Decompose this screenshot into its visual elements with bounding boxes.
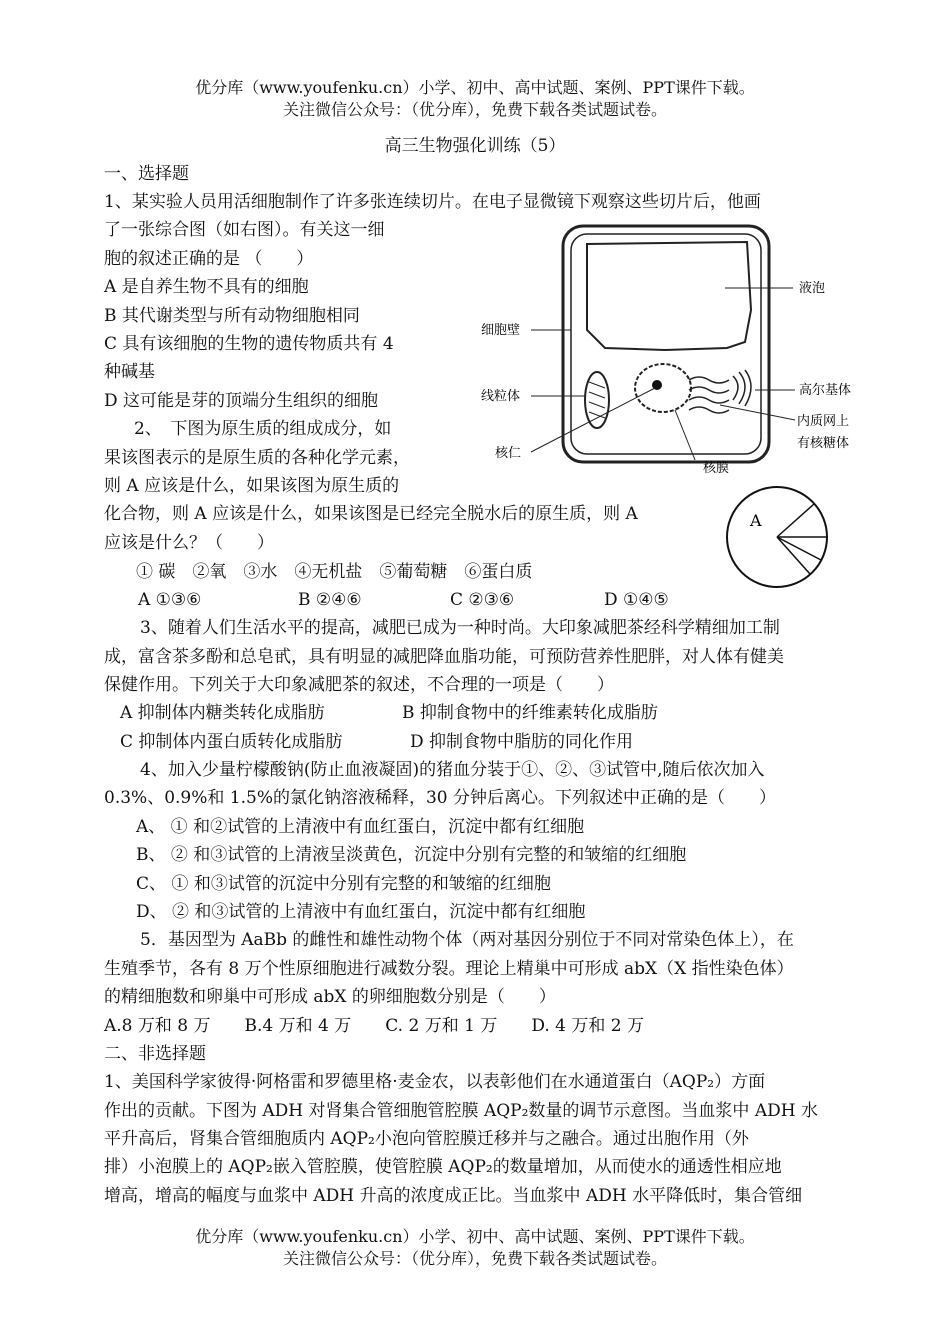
plant-cell-diagram (475, 220, 865, 480)
q3-line-3: 保健作用。下列关于大印象减肥茶的叙述，不合理的一项是（ ） (104, 675, 614, 695)
q3-option-d: D 抑制食物中脂肪的同化作用 (410, 732, 634, 752)
label-mitochondria: 线粒体 (481, 389, 521, 404)
q2-line-1: 2、 下图为原生质的组成成分，如 (134, 419, 392, 439)
header-line-1: 优分库（www.youfenku.cn）小学、初中、高中试题、案例、PPT课件下载。 (195, 78, 755, 97)
q5-line-1: 5．基因型为 AaBb 的雌性和雄性动物个体（两对基因分别位于不同对常染色体上），在 (140, 930, 794, 950)
label-er-2: 有核糖体 (797, 436, 850, 451)
q1-option-c: C 具有该细胞的生物的遗传物质共有 4 (104, 334, 394, 354)
q3-line-2: 成，富含茶多酚和总皂甙，具有明显的减肥降血脂功能，可预防营养性肥胖，对人体有健美 (104, 647, 784, 667)
q1-line-1: 1、某实验人员用活细胞制作了许多张连续切片。在电子显微镜下观察这些切片后，他画 (104, 192, 761, 212)
q1-option-c-cont: 种碱基 (104, 362, 155, 382)
q3-option-b: B 抑制食物中的纤维素转化成脂肪 (402, 703, 658, 723)
q1-option-d: D 这可能是芽的顶端分生组织的细胞 (104, 391, 379, 411)
q2-items: ① 碳 ②氧 ③水 ④无机盐 ⑤葡萄糖 ⑥蛋白质 (136, 562, 533, 582)
q2-line-4: 化合物，则 A 应该是什么，如果该图是已经完全脱水后的原生质，则 A (104, 504, 638, 524)
q3-option-c: C 抑制体内蛋白质转化成脂肪 (120, 732, 343, 752)
q2-option-c: C ②③⑥ (450, 590, 515, 610)
p1-line-2: 作出的贡献。下图为 ADH 对肾集合管细胞管腔膜 AQP₂数量的调节示意图。当血浆中 ADH 水 (104, 1101, 818, 1121)
header-line-2: 关注微信公众号：（优分库），免费下载各类试题试卷。 (282, 100, 667, 119)
golgi-shape (733, 370, 751, 406)
p1-line-5: 增高，增高的幅度与血浆中 ADH 升高的浓度成正比。当血浆中 ADH 水平降低时，集合管细 (104, 1186, 803, 1206)
q1-option-b: B 其代谢类型与所有动物细胞相同 (104, 306, 360, 326)
q2-option-b: B ②④⑥ (298, 590, 362, 610)
q1-option-a: A 是自养生物不具有的细胞 (104, 277, 309, 297)
label-golgi: 高尔基体 (799, 383, 852, 398)
q2-option-d: D ①④⑤ (604, 590, 669, 610)
label-er-1: 内质网上 (797, 414, 850, 429)
q2-option-a: A ①③⑥ (138, 590, 202, 610)
q1-line-2: 了一张综合图（如右图）。有关这一细 (104, 220, 385, 240)
q4-line-1: 4、加入少量柠檬酸钠(防止血液凝固)的猪血分装于①、②、③试管中,随后依次加入 (140, 760, 765, 780)
q4-option-c: C、 ① 和③试管的沉淀中分别有完整的和皱缩的红细胞 (136, 874, 551, 894)
pie-label-a: A (750, 511, 762, 530)
q1-line-3: 胞的叙述正确的是 （ ） (104, 249, 314, 269)
q3-line-1: 3、随着人们生活水平的提高，减肥已成为一种时尚。大印象减肥茶经科学精细加工制 (140, 618, 780, 638)
q5-line-2: 生殖季节，各有 8 万个性原细胞进行减数分裂。理论上精巢中可形成 abX（X 指性染色体） (104, 959, 794, 979)
q5-options: A.8 万和 8 万 B.4 万和 4 万 C. 2 万和 1 万 D. 4 万和 2 万 (104, 1016, 644, 1036)
section-heading-nonchoice: 二、非选择题 (104, 1044, 206, 1064)
section-heading-choice: 一、选择题 (104, 164, 189, 184)
nucleus-shape (635, 364, 691, 412)
label-vacuole: 液泡 (799, 281, 826, 296)
q3-option-a: A 抑制体内糖类转化成脂肪 (120, 703, 325, 723)
q2-line-3: 则 A 应该是什么，如果该图为原生质的 (104, 476, 400, 496)
composition-pie-diagram (722, 482, 832, 592)
q2-line-2: 果该图表示的是原生质的各种化学元素， (104, 448, 410, 468)
label-nucleolus: 核仁 (495, 446, 522, 461)
mitochondria-shape (585, 372, 609, 428)
footer-line-2: 关注微信公众号：（优分库），免费下载各类试题试卷。 (282, 1249, 667, 1268)
q4-option-b: B、 ② 和③试管的上清液呈淡黄色，沉淀中分别有完整的和皱缩的红细胞 (136, 845, 687, 865)
q2-line-5: 应该是什么？（ ） (104, 533, 274, 553)
label-cell-wall: 细胞壁 (481, 323, 521, 338)
footer-line-1: 优分库（www.youfenku.cn）小学、初中、高中试题、案例、PPT课件下载。 (195, 1227, 755, 1246)
page-title: 高三生物强化训练（5） (384, 136, 566, 156)
er-shape (689, 377, 729, 413)
p1-line-4: 排）小泡膜上的 AQP₂嵌入管腔膜，使管腔膜 AQP₂的数量增加，从而使水的通透性相应地 (104, 1157, 782, 1177)
q4-option-a: A、 ① 和②试管的上清液中有血红蛋白，沉淀中都有红细胞 (136, 817, 585, 837)
cell-wall-inner (571, 234, 761, 454)
label-nuclear-membrane: 核膜 (703, 461, 730, 476)
q4-line-2: 0.3%、0.9%和 1.5%的氯化钠溶液稀释，30 分钟后离心。下列叙述中正确的是（ ） (104, 788, 777, 808)
q5-line-3: 的精细胞数和卵巢中可形成 abX 的卵细胞数分别是（ ） (104, 987, 556, 1007)
p1-line-1: 1、美国科学家彼得·阿格雷和罗德里格·麦金农，以表彰他们在水通道蛋白（AQP₂）方面 (104, 1072, 766, 1092)
p1-line-3: 平升高后，肾集合管细胞质内 AQP₂小泡向管腔膜迁移并与之融合。通过出胞作用（外 (104, 1129, 749, 1149)
vacuole-shape (587, 242, 751, 350)
q4-option-d: D、 ② 和③试管的上清液中有血红蛋白，沉淀中都有红细胞 (136, 902, 586, 922)
